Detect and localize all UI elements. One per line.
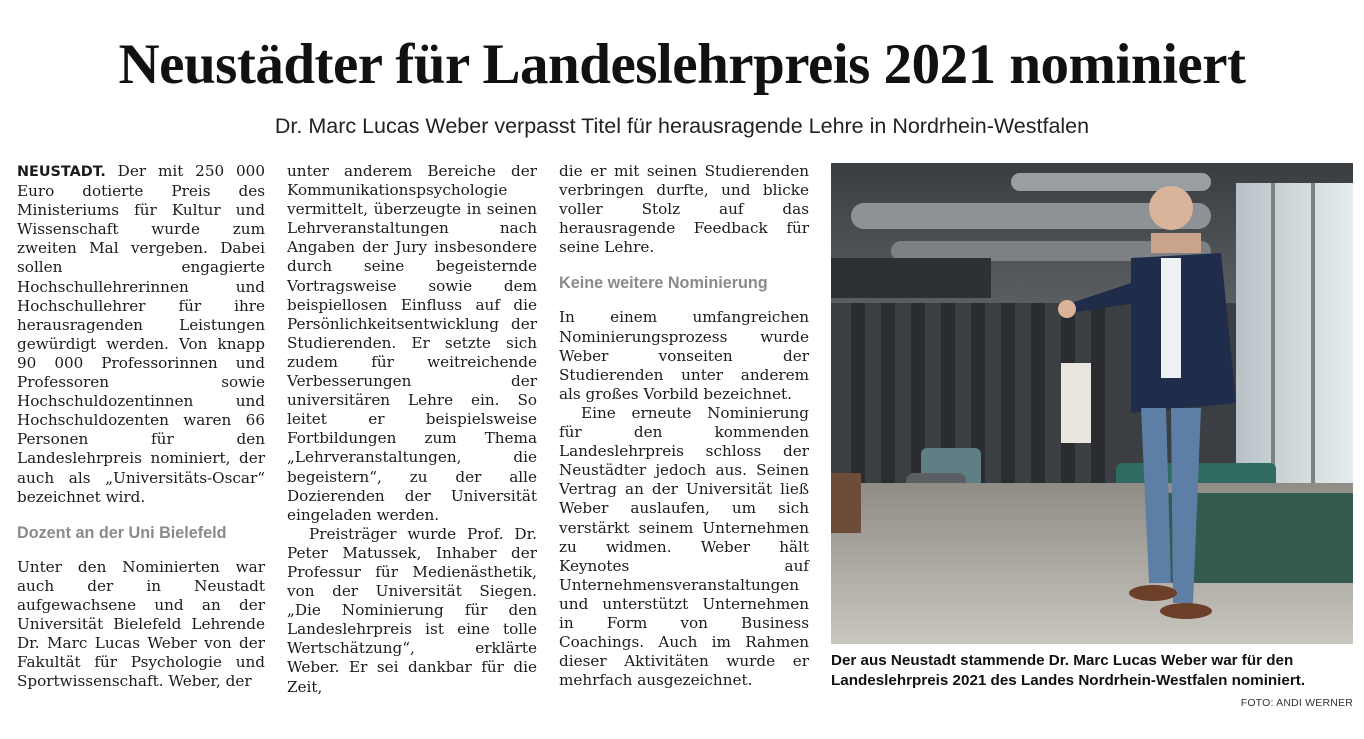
paragraph-text: Der mit 250 000 Euro dotierte Preis des Ministeriums für Kultur und Wissenschaft wurde zum zweiten Mal vergeben. Dabei sollen engagierte Hochschullehrerinnen und Hochschullehrer für ihre herausragenden Leistungen gewürdigt werden. Von knapp 90 000 Professorinnen und Professoren sowie Hochschuldozentinnen und Hochschuldozenten waren 66 Personen für den Landeslehrpreis nominiert, der auch als „Universitäts-Oscar“ bezeichnet wird. <box>17 162 265 506</box>
article-paragraph: Preisträger wurde Prof. Dr. Peter Matussek, Inhaber der Professur für Medienästhetik, von der Universität Siegen. „Die Nominierung für den Landeslehrpreis ist eine tolle Wertschätzung“, erklärte Weber. Er sei dankbar für die Zeit, <box>287 524 537 696</box>
article-paragraph: die er mit seinen Studierenden verbringen durfte, und blicke voller Stolz auf das herausragende Feedback für seine Lehre. <box>559 162 809 257</box>
article-column-3 <box>559 162 809 690</box>
article-paragraph: unter anderem Bereiche der Kommunikationspsychologie vermittelt, überzeugte in seinen Lehrveranstaltungen nach Angaben der Jury insbesondere durch seine begeisternde Vortragsweise sowie dem beispiellosen Einfluss auf die Persönlichkeitsentwicklung der Studierenden. Er setzte sich zudem für weitreichende Verbesserungen der universitären Lehre ein. So leitet er beispielsweise Fortbildungen zum Thema „Lehrveranstaltungen, die begeistern“, zu der alle Dozierenden der Universität eingeladen werden. <box>287 162 537 524</box>
photo-caption: Der aus Neustadt stammende Dr. Marc Lucas Weber war für den Landeslehrpreis 2021 des Landes Nordrhein-Westfalen nominiert. <box>831 652 1306 689</box>
section-subhead: Keine weitere Nominierung <box>559 274 768 293</box>
article-column-1 <box>17 162 265 691</box>
photo-credit: FOTO: ANDI WERNER <box>1240 697 1353 709</box>
article-paragraph <box>17 162 265 507</box>
dateline: NEUSTADT. <box>17 164 106 180</box>
speaker-photo-illustration <box>831 163 1353 644</box>
article-paragraph: Eine erneute Nominierung für den kommenden Landeslehrpreis schloss der Neustädter jedoch aus. Seinen Vertrag an der Universität ließ Weber auslaufen, um sich verstärkt seinem Unternehmen zu widmen. Weber hält Keynotes auf Unternehmensveranstaltungen und unterstützt Unternehmen in Form von Business Coachings. Auch im Rahmen dieser Aktivitäten wurde er mehrfach ausgezeichnet. <box>559 403 809 690</box>
article-column-2 <box>287 162 537 697</box>
article-headline: Neustädter für Landeslehrpreis 2021 nominiert <box>118 33 1246 96</box>
article-photo <box>831 163 1353 644</box>
section-subhead: Dozent an der Uni Bielefeld <box>17 523 227 542</box>
article-paragraph: In einem umfangreichen Nominierungsprozess wurde Weber vonseiten der Studierenden unter anderem als großes Vorbild bezeichnet. <box>559 308 809 403</box>
article-paragraph: Unter den Nominierten war auch der in Neustadt aufgewachsene und an der Universität Bielefeld Lehrende Dr. Marc Lucas Weber von der Fakultät für Psychologie und Sportwissenschaft. Weber, der <box>17 557 265 691</box>
article-subheadline: Dr. Marc Lucas Weber verpasst Titel für herausragende Lehre in Nordrhein-Westfalen <box>274 114 1090 138</box>
